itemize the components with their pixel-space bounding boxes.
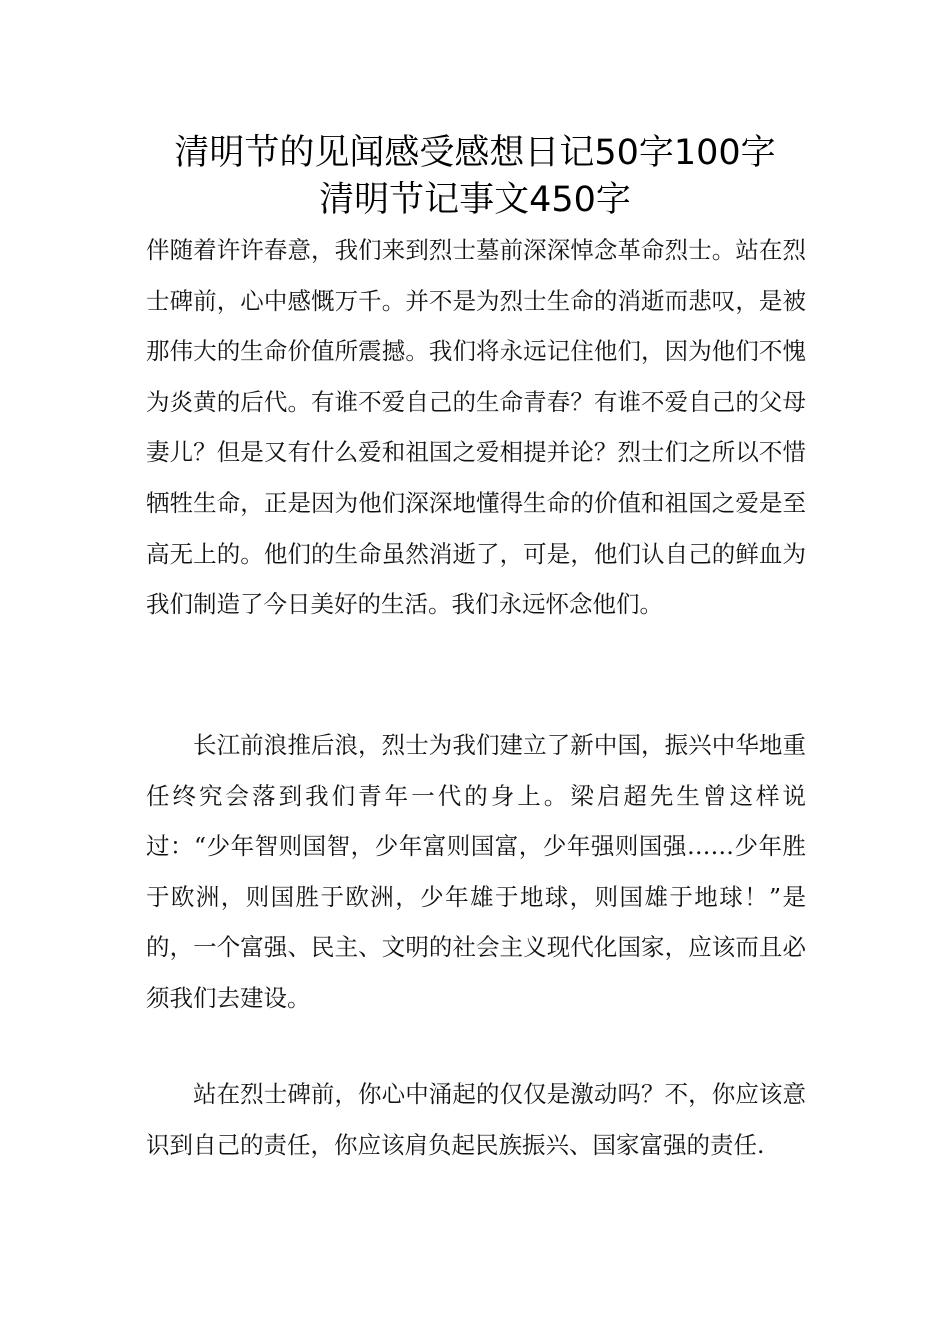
document-title-line-2: 清明节记事文450字 bbox=[319, 180, 631, 220]
body-paragraph-1: 伴随着许许春意，我们来到烈士墓前深深悼念革命烈士。站在烈士碑前，心中感慨万千。并不是为烈士生命的消逝而悲叹，是被那伟大的生命价值所震撼。我们将永远记住他们，因为他们不愧为炎黄的后代。有谁不爱自己的生命青春？有谁不爱自己的父母妻儿？但是又有什么爱和祖国之爱相提并论？烈士们之所以不惜牺牲生命，正是因为他们深深地懂得生命的价值和祖国之爱是至高无上的。他们的生命虽然消逝了，可是，他们认自己的鲜血为我们制造了今日美好的生活。我们永远怀念他们。 bbox=[146, 236, 806, 619]
body-paragraph-3: 站在烈士碑前，你心中涌起的仅仅是激动吗？不，你应该意识到自己的责任，你应该肩负起民族振兴、国家富强的责任. bbox=[146, 1080, 806, 1159]
document-title-line-1: 清明节的见闻感受感想日记50字100字 bbox=[174, 133, 776, 173]
body-paragraph-2: 长江前浪推后浪，烈士为我们建立了新中国，振兴中华地重任终究会落到我们青年一代的身上。梁启超先生曾这样说过：“少年智则国智，少年富则国富，少年强则国强……少年胜于欧洲，则国胜于欧洲，少年雄于地球，则国雄于地球！”是的，一个富强、民主、文明的社会主义现代化国家，应该而且必须我们去建设。 bbox=[146, 731, 806, 1012]
